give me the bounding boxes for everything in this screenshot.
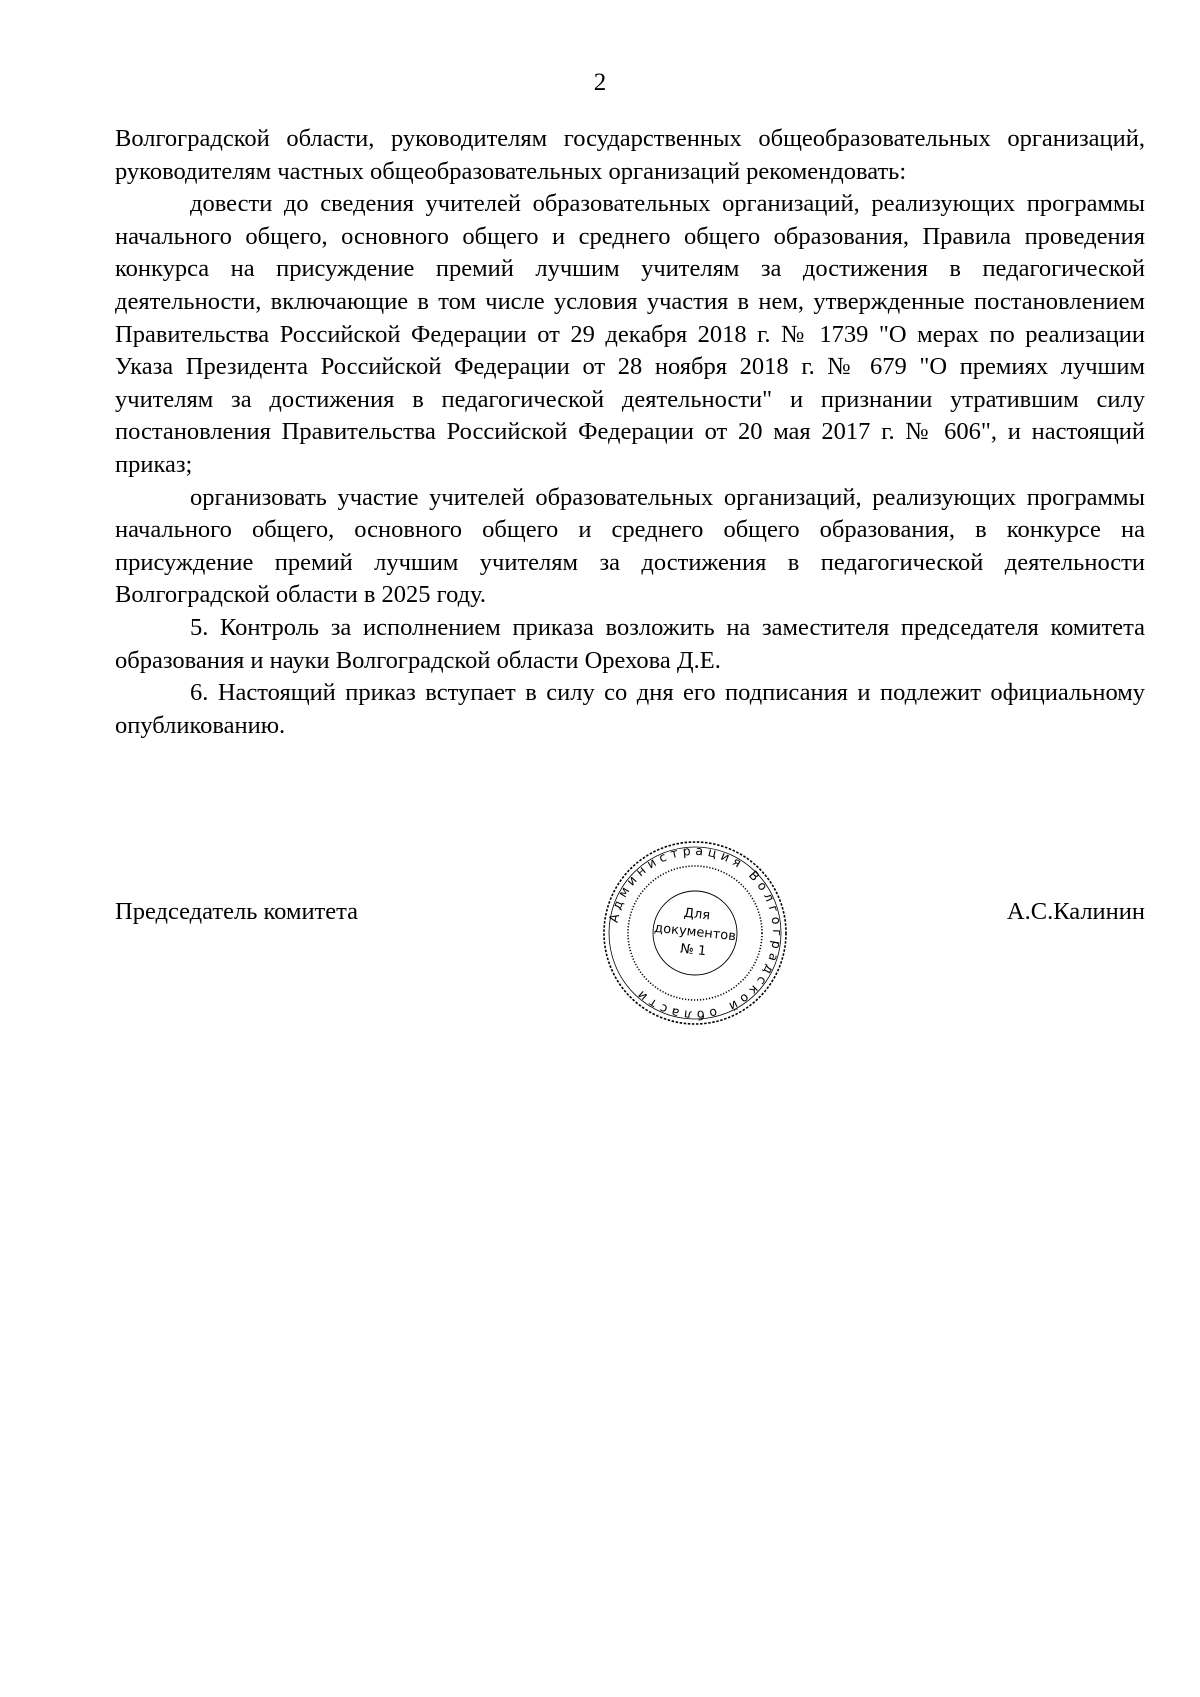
- paragraph-organize-participation: организовать участие учителей образовательных организаций, реализующих программы начального общего, основного общего и среднего общего образования, в конкурсе на присуждение премий лучшим учителям за достижения в педагогической деятельности Волгоградской области в 2025 году.: [115, 483, 1145, 609]
- paragraph-item-6-effective: 6. Настоящий приказ вступает в силу со дня его подписания и подлежит официальному опубликованию.: [115, 679, 1145, 739]
- signatory-name: А.С.Калинин: [1006, 898, 1145, 925]
- seal-center-line-1: Для: [683, 905, 711, 924]
- seal-center-line-3: № 1: [679, 941, 707, 960]
- seal-outer-text: Администрация Волгоградской области: [605, 842, 786, 1024]
- paragraph-continuation: Волгоградской области, руководителям государственных общеобразовательных организаций, руководителям частных общеобразовательных организаций рекомендовать:: [115, 125, 1145, 185]
- seal-center-line-2: документов: [653, 920, 737, 945]
- document-body: [115, 123, 1145, 742]
- paragraph-inform-teachers: довести до сведения учителей образовательных организаций, реализующих программы начального общего, основного общего и среднего общего образования, Правила проведения конкурса на присуждение премий лучшим учителям за достижения в педагогической деятельности, включающие в том числе условия участия в нем, утвержденные постановлением Правительства Российской Федерации от 29 декабря 2018 г. № 1739 "О мерах по реализации Указа Президента Российской Федерации от 28 ноября 2018 г. № 679 "О премиях лучшим учителям за достижения в педагогической деятельности" и признании утратившим силу постановления Правительства Российской Федерации от 20 мая 2017 г. № 606", и настоящий приказ;: [115, 190, 1145, 478]
- page-number: 2: [593, 69, 607, 96]
- paragraph-item-5-control: 5. Контроль за исполнением приказа возложить на заместителя председателя комитета образования и науки Волгоградской области Орехова Д.Е.: [115, 613, 1145, 674]
- signatory-title: Председатель комитета: [115, 898, 359, 925]
- official-seal-stamp: [600, 838, 790, 1028]
